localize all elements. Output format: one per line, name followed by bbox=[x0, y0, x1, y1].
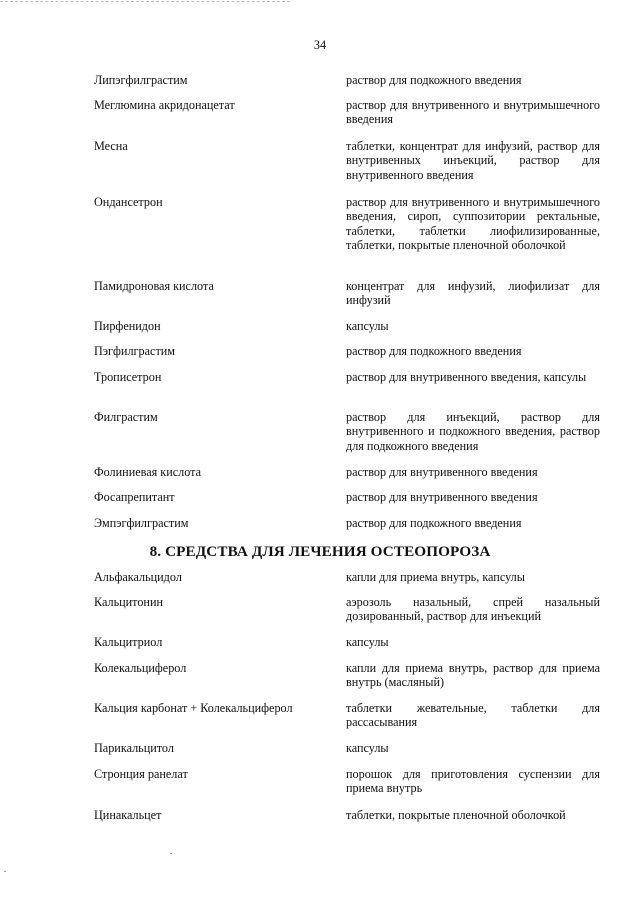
drug-name: Меглюмина акридонацетат bbox=[94, 98, 235, 112]
dosage-form: аэрозоль назальный, спрей назальный дозированный, раствор для инъекций bbox=[346, 595, 600, 624]
dosage-form: раствор для инъекций, раствор для внутривенного и подкожного введения, раствор для подкожного введения bbox=[346, 410, 600, 453]
drug-name: Цинакальцет bbox=[94, 808, 162, 822]
drug-name: Пэгфилграстим bbox=[94, 344, 176, 358]
dosage-form: таблетки жевательные, таблетки для рассасывания bbox=[346, 701, 600, 730]
drug-name: Эмпэгфилграстим bbox=[94, 516, 189, 530]
scan-top-edge bbox=[0, 1, 290, 2]
dosage-form: капли для приема внутрь, раствор для приема внутрь (масляный) bbox=[346, 661, 600, 690]
drug-name: Фолиниевая кислота bbox=[94, 465, 202, 479]
dosage-form: концентрат для инфузий, лиофилизат для инфузий bbox=[346, 279, 600, 308]
drug-name: Колекальциферол bbox=[94, 661, 187, 675]
drug-name: Парикальцитол bbox=[94, 741, 174, 755]
dosage-form: раствор для подкожного введения bbox=[346, 344, 522, 358]
dosage-form: раствор для внутривенного и внутримышечного введения bbox=[346, 98, 600, 127]
drug-name: Альфакальцидол bbox=[94, 570, 182, 584]
dosage-form: раствор для внутривенного введения, капсулы bbox=[346, 370, 587, 384]
drug-name: Филграстим bbox=[94, 410, 158, 424]
scan-speck bbox=[4, 871, 6, 872]
dosage-form: порошок для приготовления суспензии для приема внутрь bbox=[346, 767, 600, 796]
dosage-form: таблетки, покрытые пленочной оболочкой bbox=[346, 808, 566, 822]
dosage-form: капли для приема внутрь, капсулы bbox=[346, 570, 525, 584]
drug-name: Стронция ранелат bbox=[94, 767, 188, 781]
drug-name: Памидроновая кислота bbox=[94, 279, 214, 293]
drug-name: Месна bbox=[94, 139, 128, 153]
dosage-form: раствор для внутривенного введения bbox=[346, 490, 538, 504]
drug-name: Трописетрон bbox=[94, 370, 162, 384]
dosage-form: раствор для подкожного введения bbox=[346, 73, 522, 87]
section-heading: 8. СРЕДСТВА ДЛЯ ЛЕЧЕНИЯ ОСТЕОПОРОЗА bbox=[149, 543, 491, 560]
drug-name: Липэгфилграстим bbox=[94, 73, 188, 87]
dosage-form: таблетки, концентрат для инфузий, раствор для внутривенных инъекций, раствор для внутривенного введения bbox=[346, 139, 600, 182]
dosage-form: капсулы bbox=[346, 319, 389, 333]
dosage-form: капсулы bbox=[346, 635, 389, 649]
scan-speck bbox=[170, 853, 172, 854]
dosage-form: раствор для внутривенного введения bbox=[346, 465, 538, 479]
dosage-form: раствор для внутривенного и внутримышечного введения, сироп, суппозитории ректальные, таблетки, таблетки лиофилизированные, таблетки, покрытые пленочной оболочкой bbox=[346, 195, 600, 253]
drug-name: Кальцитриол bbox=[94, 635, 163, 649]
page-number: 34 bbox=[313, 38, 327, 52]
drug-name: Ондансетрон bbox=[94, 195, 163, 209]
dosage-form: капсулы bbox=[346, 741, 389, 755]
drug-name: Кальция карбонат + Колекальциферол bbox=[94, 701, 293, 715]
drug-name: Кальцитонин bbox=[94, 595, 163, 609]
drug-name: Фосапрепитант bbox=[94, 490, 175, 504]
dosage-form: раствор для подкожного введения bbox=[346, 516, 522, 530]
drug-name: Пирфенидон bbox=[94, 319, 161, 333]
